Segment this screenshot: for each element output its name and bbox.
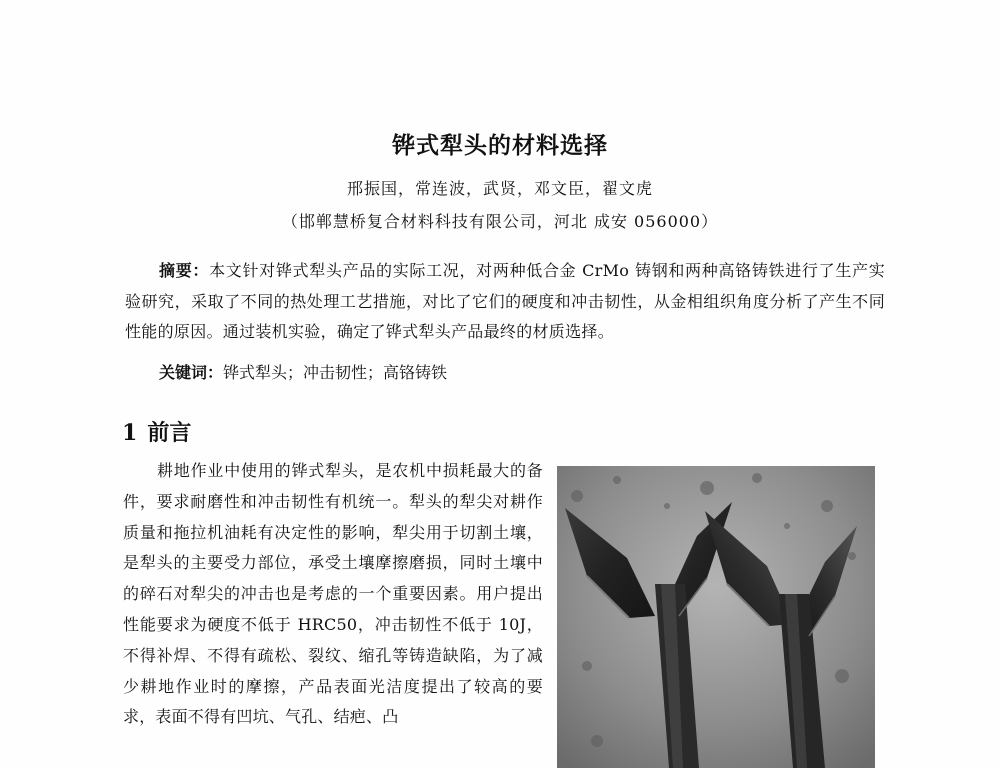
author-list: 邢振国，常连波，武贤，邓文臣，翟文虎 — [346, 179, 653, 198]
author-affiliation: （邯郸慧桥复合材料科技有限公司，河北 成安 056000） — [281, 212, 719, 231]
section-heading — [122, 416, 191, 447]
keywords-text: 铧式犁头；冲击韧性；高铬铸铁 — [223, 363, 448, 382]
section-paragraph: 耕地作业中使用的铧式犁头，是农机中损耗最大的备件，要求耐磨性和冲击韧性有机统一。犁头的犁尖对耕作质量和拖拉机油耗有决定性的影响，犁尖用于切割土壤，是犁头的主要受力部位，承受土壤摩擦磨损，同时土壤中的碎石对犁尖的冲击也是考虑的一个重要因素。用户提出性能要求为硬度不低于 HRC50，冲击韧性不低于 10J，不得补焊、不得有疏松、裂纹、缩孔等铸造缺陷，为了减少耕地作业时的摩擦，产品表面光洁度提出了较高的要求，表面不得有凹坑、气孔、结疤、凸 — [123, 461, 543, 727]
abstract-text: 本文针对铧式犁头产品的实际工况，对两种低合金 CrMo 铸钢和两种高铬铸铁进行了生产实验研究，采取了不同的热处理工艺措施，对比了它们的硬度和冲击韧性，从金相组织角度分析了产生不同性能的原因。通过装机实验，确定了铧式犁头产品最终的材质选择。 — [125, 261, 886, 341]
paper-title: 铧式犁头的材料选择 — [392, 133, 608, 159]
section-number: 1 — [122, 420, 138, 446]
keywords-label: 关键词： — [159, 363, 224, 382]
section-title: 前言 — [147, 420, 192, 446]
abstract — [125, 256, 885, 348]
plow-head-photo — [557, 466, 875, 768]
abstract-label: 摘要： — [159, 261, 210, 280]
keywords — [159, 358, 859, 388]
